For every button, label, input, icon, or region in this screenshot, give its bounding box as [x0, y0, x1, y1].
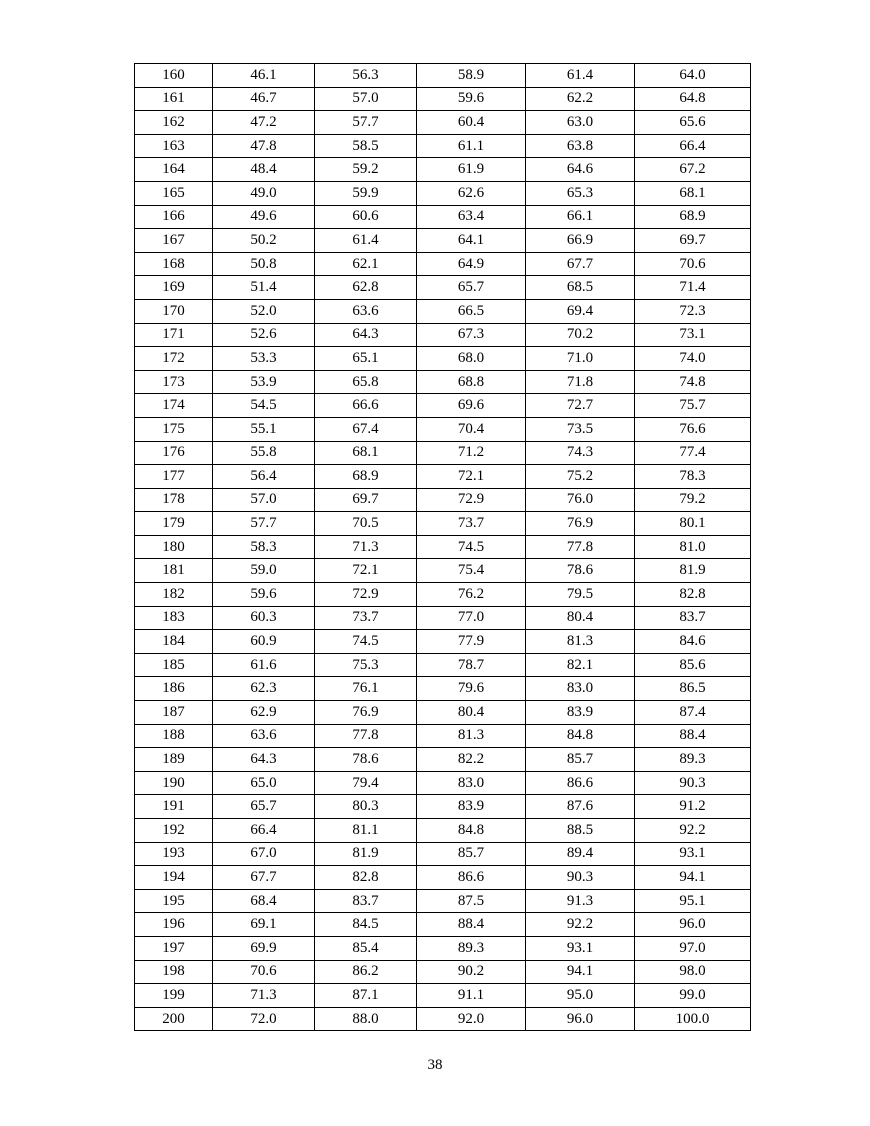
- value-cell: 81.0: [635, 535, 751, 559]
- value-cell: 85.7: [417, 842, 526, 866]
- value-cell: 85.6: [635, 653, 751, 677]
- value-cell: 58.5: [315, 134, 417, 158]
- value-cell: 74.5: [417, 535, 526, 559]
- value-cell: 68.9: [315, 465, 417, 489]
- value-cell: 64.6: [526, 158, 635, 182]
- value-cell: 65.7: [213, 795, 315, 819]
- value-cell: 82.8: [635, 583, 751, 607]
- table-row: [135, 913, 751, 937]
- row-key-cell: 195: [135, 889, 213, 913]
- value-cell: 89.4: [526, 842, 635, 866]
- value-cell: 67.7: [526, 252, 635, 276]
- value-cell: 81.9: [315, 842, 417, 866]
- value-cell: 73.7: [315, 606, 417, 630]
- value-cell: 67.2: [635, 158, 751, 182]
- value-cell: 69.7: [635, 229, 751, 253]
- value-cell: 61.6: [213, 653, 315, 677]
- row-key-cell: 192: [135, 819, 213, 843]
- value-cell: 94.1: [635, 866, 751, 890]
- value-cell: 49.0: [213, 181, 315, 205]
- value-cell: 46.1: [213, 64, 315, 88]
- value-cell: 72.3: [635, 299, 751, 323]
- row-key-cell: 188: [135, 724, 213, 748]
- value-cell: 67.4: [315, 417, 417, 441]
- value-cell: 62.8: [315, 276, 417, 300]
- table-row: [135, 842, 751, 866]
- value-cell: 69.4: [526, 299, 635, 323]
- value-cell: 67.3: [417, 323, 526, 347]
- table-row: [135, 488, 751, 512]
- table-row: [135, 984, 751, 1008]
- value-cell: 87.6: [526, 795, 635, 819]
- value-cell: 68.1: [315, 441, 417, 465]
- value-cell: 47.8: [213, 134, 315, 158]
- value-cell: 75.4: [417, 559, 526, 583]
- value-cell: 54.5: [213, 394, 315, 418]
- table-row: [135, 724, 751, 748]
- value-cell: 66.4: [213, 819, 315, 843]
- value-cell: 85.7: [526, 748, 635, 772]
- value-cell: 63.6: [315, 299, 417, 323]
- row-key-cell: 160: [135, 64, 213, 88]
- value-cell: 77.8: [315, 724, 417, 748]
- page-number: 38: [427, 1057, 443, 1073]
- value-cell: 57.7: [315, 111, 417, 135]
- value-cell: 63.8: [526, 134, 635, 158]
- value-cell: 46.7: [213, 87, 315, 111]
- value-cell: 72.7: [526, 394, 635, 418]
- value-cell: 86.6: [417, 866, 526, 890]
- table-row: [135, 606, 751, 630]
- value-cell: 64.3: [315, 323, 417, 347]
- value-cell: 57.0: [213, 488, 315, 512]
- value-cell: 73.5: [526, 417, 635, 441]
- value-cell: 71.8: [526, 370, 635, 394]
- value-cell: 73.1: [635, 323, 751, 347]
- value-cell: 74.3: [526, 441, 635, 465]
- value-cell: 53.9: [213, 370, 315, 394]
- value-cell: 61.4: [315, 229, 417, 253]
- value-cell: 66.4: [635, 134, 751, 158]
- value-cell: 56.3: [315, 64, 417, 88]
- table-row: [135, 748, 751, 772]
- table-row: [135, 323, 751, 347]
- value-cell: 84.8: [526, 724, 635, 748]
- value-cell: 93.1: [635, 842, 751, 866]
- value-cell: 61.9: [417, 158, 526, 182]
- value-cell: 66.6: [315, 394, 417, 418]
- value-cell: 56.4: [213, 465, 315, 489]
- value-cell: 72.1: [417, 465, 526, 489]
- value-cell: 76.9: [526, 512, 635, 536]
- value-cell: 72.9: [417, 488, 526, 512]
- value-cell: 68.0: [417, 347, 526, 371]
- row-key-cell: 164: [135, 158, 213, 182]
- value-cell: 64.8: [635, 87, 751, 111]
- value-cell: 84.5: [315, 913, 417, 937]
- table-row: [135, 771, 751, 795]
- value-cell: 70.5: [315, 512, 417, 536]
- value-cell: 68.8: [417, 370, 526, 394]
- value-cell: 84.8: [417, 819, 526, 843]
- value-cell: 90.3: [635, 771, 751, 795]
- table-row: [135, 795, 751, 819]
- value-cell: 78.6: [526, 559, 635, 583]
- row-key-cell: 194: [135, 866, 213, 890]
- value-cell: 94.1: [526, 960, 635, 984]
- value-cell: 62.2: [526, 87, 635, 111]
- table-row: [135, 158, 751, 182]
- value-cell: 72.0: [213, 1007, 315, 1031]
- value-cell: 59.6: [417, 87, 526, 111]
- value-cell: 48.4: [213, 158, 315, 182]
- value-cell: 58.3: [213, 535, 315, 559]
- value-cell: 96.0: [635, 913, 751, 937]
- value-cell: 92.2: [635, 819, 751, 843]
- value-cell: 76.1: [315, 677, 417, 701]
- value-cell: 79.2: [635, 488, 751, 512]
- row-key-cell: 193: [135, 842, 213, 866]
- value-cell: 64.0: [635, 64, 751, 88]
- value-cell: 59.0: [213, 559, 315, 583]
- value-cell: 92.2: [526, 913, 635, 937]
- value-cell: 66.1: [526, 205, 635, 229]
- value-cell: 64.1: [417, 229, 526, 253]
- value-cell: 55.8: [213, 441, 315, 465]
- value-cell: 60.3: [213, 606, 315, 630]
- table-row: [135, 417, 751, 441]
- value-cell: 88.5: [526, 819, 635, 843]
- row-key-cell: 178: [135, 488, 213, 512]
- value-cell: 80.4: [417, 701, 526, 725]
- value-cell: 95.0: [526, 984, 635, 1008]
- value-cell: 73.7: [417, 512, 526, 536]
- row-key-cell: 173: [135, 370, 213, 394]
- value-cell: 63.4: [417, 205, 526, 229]
- row-key-cell: 200: [135, 1007, 213, 1031]
- value-cell: 57.7: [213, 512, 315, 536]
- value-cell: 68.1: [635, 181, 751, 205]
- value-cell: 72.9: [315, 583, 417, 607]
- value-cell: 77.0: [417, 606, 526, 630]
- value-cell: 98.0: [635, 960, 751, 984]
- value-cell: 77.9: [417, 630, 526, 654]
- value-cell: 58.9: [417, 64, 526, 88]
- value-cell: 59.2: [315, 158, 417, 182]
- table-row: [135, 583, 751, 607]
- value-cell: 86.6: [526, 771, 635, 795]
- row-key-cell: 182: [135, 583, 213, 607]
- value-cell: 60.6: [315, 205, 417, 229]
- value-cell: 75.7: [635, 394, 751, 418]
- value-cell: 70.2: [526, 323, 635, 347]
- table-row: [135, 64, 751, 88]
- table-row: [135, 465, 751, 489]
- value-cell: 71.3: [213, 984, 315, 1008]
- value-cell: 69.6: [417, 394, 526, 418]
- row-key-cell: 183: [135, 606, 213, 630]
- row-key-cell: 169: [135, 276, 213, 300]
- row-key-cell: 189: [135, 748, 213, 772]
- value-cell: 76.2: [417, 583, 526, 607]
- value-cell: 66.5: [417, 299, 526, 323]
- value-cell: 60.9: [213, 630, 315, 654]
- value-cell: 67.7: [213, 866, 315, 890]
- row-key-cell: 165: [135, 181, 213, 205]
- value-cell: 51.4: [213, 276, 315, 300]
- value-cell: 82.1: [526, 653, 635, 677]
- value-cell: 69.9: [213, 936, 315, 960]
- value-cell: 52.0: [213, 299, 315, 323]
- value-cell: 50.2: [213, 229, 315, 253]
- value-cell: 70.4: [417, 417, 526, 441]
- value-cell: 83.0: [417, 771, 526, 795]
- table-row: [135, 889, 751, 913]
- value-cell: 82.2: [417, 748, 526, 772]
- row-key-cell: 162: [135, 111, 213, 135]
- value-cell: 96.0: [526, 1007, 635, 1031]
- table-row: [135, 512, 751, 536]
- value-cell: 74.5: [315, 630, 417, 654]
- value-cell: 87.1: [315, 984, 417, 1008]
- value-cell: 65.0: [213, 771, 315, 795]
- value-cell: 62.1: [315, 252, 417, 276]
- value-cell: 76.6: [635, 417, 751, 441]
- value-cell: 88.4: [635, 724, 751, 748]
- table-row: [135, 630, 751, 654]
- value-cell: 83.9: [417, 795, 526, 819]
- table-row: [135, 936, 751, 960]
- row-key-cell: 175: [135, 417, 213, 441]
- value-cell: 66.9: [526, 229, 635, 253]
- value-cell: 70.6: [635, 252, 751, 276]
- value-cell: 91.1: [417, 984, 526, 1008]
- value-cell: 60.4: [417, 111, 526, 135]
- value-cell: 65.7: [417, 276, 526, 300]
- value-cell: 79.5: [526, 583, 635, 607]
- value-cell: 49.6: [213, 205, 315, 229]
- value-cell: 81.3: [526, 630, 635, 654]
- table-row: [135, 276, 751, 300]
- table-row: [135, 370, 751, 394]
- value-cell: 97.0: [635, 936, 751, 960]
- value-cell: 53.3: [213, 347, 315, 371]
- value-cell: 99.0: [635, 984, 751, 1008]
- row-key-cell: 197: [135, 936, 213, 960]
- value-cell: 71.0: [526, 347, 635, 371]
- value-cell: 71.3: [315, 535, 417, 559]
- value-cell: 69.7: [315, 488, 417, 512]
- table-row: [135, 111, 751, 135]
- value-cell: 71.2: [417, 441, 526, 465]
- value-cell: 68.9: [635, 205, 751, 229]
- table-row: [135, 819, 751, 843]
- value-cell: 62.9: [213, 701, 315, 725]
- value-cell: 77.4: [635, 441, 751, 465]
- table-row: [135, 394, 751, 418]
- value-cell: 64.9: [417, 252, 526, 276]
- table-row: [135, 559, 751, 583]
- row-key-cell: 179: [135, 512, 213, 536]
- value-cell: 65.6: [635, 111, 751, 135]
- row-key-cell: 172: [135, 347, 213, 371]
- row-key-cell: 198: [135, 960, 213, 984]
- row-key-cell: 185: [135, 653, 213, 677]
- value-cell: 91.2: [635, 795, 751, 819]
- value-cell: 70.6: [213, 960, 315, 984]
- row-key-cell: 199: [135, 984, 213, 1008]
- value-cell: 74.0: [635, 347, 751, 371]
- value-cell: 75.2: [526, 465, 635, 489]
- value-cell: 69.1: [213, 913, 315, 937]
- row-key-cell: 161: [135, 87, 213, 111]
- value-cell: 81.1: [315, 819, 417, 843]
- value-cell: 86.2: [315, 960, 417, 984]
- value-cell: 62.6: [417, 181, 526, 205]
- value-cell: 85.4: [315, 936, 417, 960]
- value-cell: 93.1: [526, 936, 635, 960]
- table-row: [135, 205, 751, 229]
- table-row: [135, 653, 751, 677]
- value-cell: 88.0: [315, 1007, 417, 1031]
- value-cell: 89.3: [417, 936, 526, 960]
- row-key-cell: 174: [135, 394, 213, 418]
- value-cell: 88.4: [417, 913, 526, 937]
- row-key-cell: 166: [135, 205, 213, 229]
- value-cell: 64.3: [213, 748, 315, 772]
- value-cell: 78.3: [635, 465, 751, 489]
- table-row: [135, 960, 751, 984]
- row-key-cell: 186: [135, 677, 213, 701]
- table-row: [135, 866, 751, 890]
- value-cell: 68.4: [213, 889, 315, 913]
- value-cell: 47.2: [213, 111, 315, 135]
- table-row: [135, 677, 751, 701]
- value-cell: 79.4: [315, 771, 417, 795]
- value-cell: 83.7: [315, 889, 417, 913]
- row-key-cell: 184: [135, 630, 213, 654]
- row-key-cell: 187: [135, 701, 213, 725]
- value-cell: 50.8: [213, 252, 315, 276]
- value-cell: 82.8: [315, 866, 417, 890]
- value-cell: 83.7: [635, 606, 751, 630]
- value-cell: 100.0: [635, 1007, 751, 1031]
- table-row: [135, 87, 751, 111]
- value-cell: 57.0: [315, 87, 417, 111]
- value-cell: 76.9: [315, 701, 417, 725]
- row-key-cell: 180: [135, 535, 213, 559]
- row-key-cell: 181: [135, 559, 213, 583]
- value-cell: 62.3: [213, 677, 315, 701]
- row-key-cell: 163: [135, 134, 213, 158]
- table-row: [135, 441, 751, 465]
- value-cell: 83.9: [526, 701, 635, 725]
- value-cell: 78.7: [417, 653, 526, 677]
- value-cell: 68.5: [526, 276, 635, 300]
- table-row: [135, 181, 751, 205]
- value-cell: 91.3: [526, 889, 635, 913]
- row-key-cell: 171: [135, 323, 213, 347]
- row-key-cell: 196: [135, 913, 213, 937]
- table-row: [135, 347, 751, 371]
- value-cell: 81.9: [635, 559, 751, 583]
- value-cell: 67.0: [213, 842, 315, 866]
- table-row: [135, 1007, 751, 1031]
- value-cell: 90.3: [526, 866, 635, 890]
- data-table: [134, 63, 751, 1031]
- value-cell: 75.3: [315, 653, 417, 677]
- table-row: [135, 535, 751, 559]
- value-cell: 59.9: [315, 181, 417, 205]
- value-cell: 84.6: [635, 630, 751, 654]
- value-cell: 72.1: [315, 559, 417, 583]
- row-key-cell: 176: [135, 441, 213, 465]
- value-cell: 80.4: [526, 606, 635, 630]
- value-cell: 65.3: [526, 181, 635, 205]
- value-cell: 78.6: [315, 748, 417, 772]
- value-cell: 55.1: [213, 417, 315, 441]
- value-cell: 86.5: [635, 677, 751, 701]
- value-cell: 81.3: [417, 724, 526, 748]
- row-key-cell: 167: [135, 229, 213, 253]
- row-key-cell: 177: [135, 465, 213, 489]
- row-key-cell: 190: [135, 771, 213, 795]
- table-row: [135, 299, 751, 323]
- value-cell: 90.2: [417, 960, 526, 984]
- value-cell: 89.3: [635, 748, 751, 772]
- table-row: [135, 229, 751, 253]
- value-cell: 83.0: [526, 677, 635, 701]
- value-cell: 65.1: [315, 347, 417, 371]
- value-cell: 87.5: [417, 889, 526, 913]
- value-cell: 77.8: [526, 535, 635, 559]
- value-cell: 87.4: [635, 701, 751, 725]
- row-key-cell: 170: [135, 299, 213, 323]
- table-row: [135, 134, 751, 158]
- value-cell: 61.1: [417, 134, 526, 158]
- value-cell: 79.6: [417, 677, 526, 701]
- value-cell: 76.0: [526, 488, 635, 512]
- value-cell: 63.0: [526, 111, 635, 135]
- table-row: [135, 252, 751, 276]
- value-cell: 65.8: [315, 370, 417, 394]
- table-body: [135, 64, 751, 1031]
- value-cell: 63.6: [213, 724, 315, 748]
- value-cell: 74.8: [635, 370, 751, 394]
- value-cell: 80.1: [635, 512, 751, 536]
- value-cell: 71.4: [635, 276, 751, 300]
- table-row: [135, 701, 751, 725]
- value-cell: 92.0: [417, 1007, 526, 1031]
- value-cell: 52.6: [213, 323, 315, 347]
- row-key-cell: 191: [135, 795, 213, 819]
- value-cell: 61.4: [526, 64, 635, 88]
- row-key-cell: 168: [135, 252, 213, 276]
- value-cell: 59.6: [213, 583, 315, 607]
- value-cell: 80.3: [315, 795, 417, 819]
- value-cell: 95.1: [635, 889, 751, 913]
